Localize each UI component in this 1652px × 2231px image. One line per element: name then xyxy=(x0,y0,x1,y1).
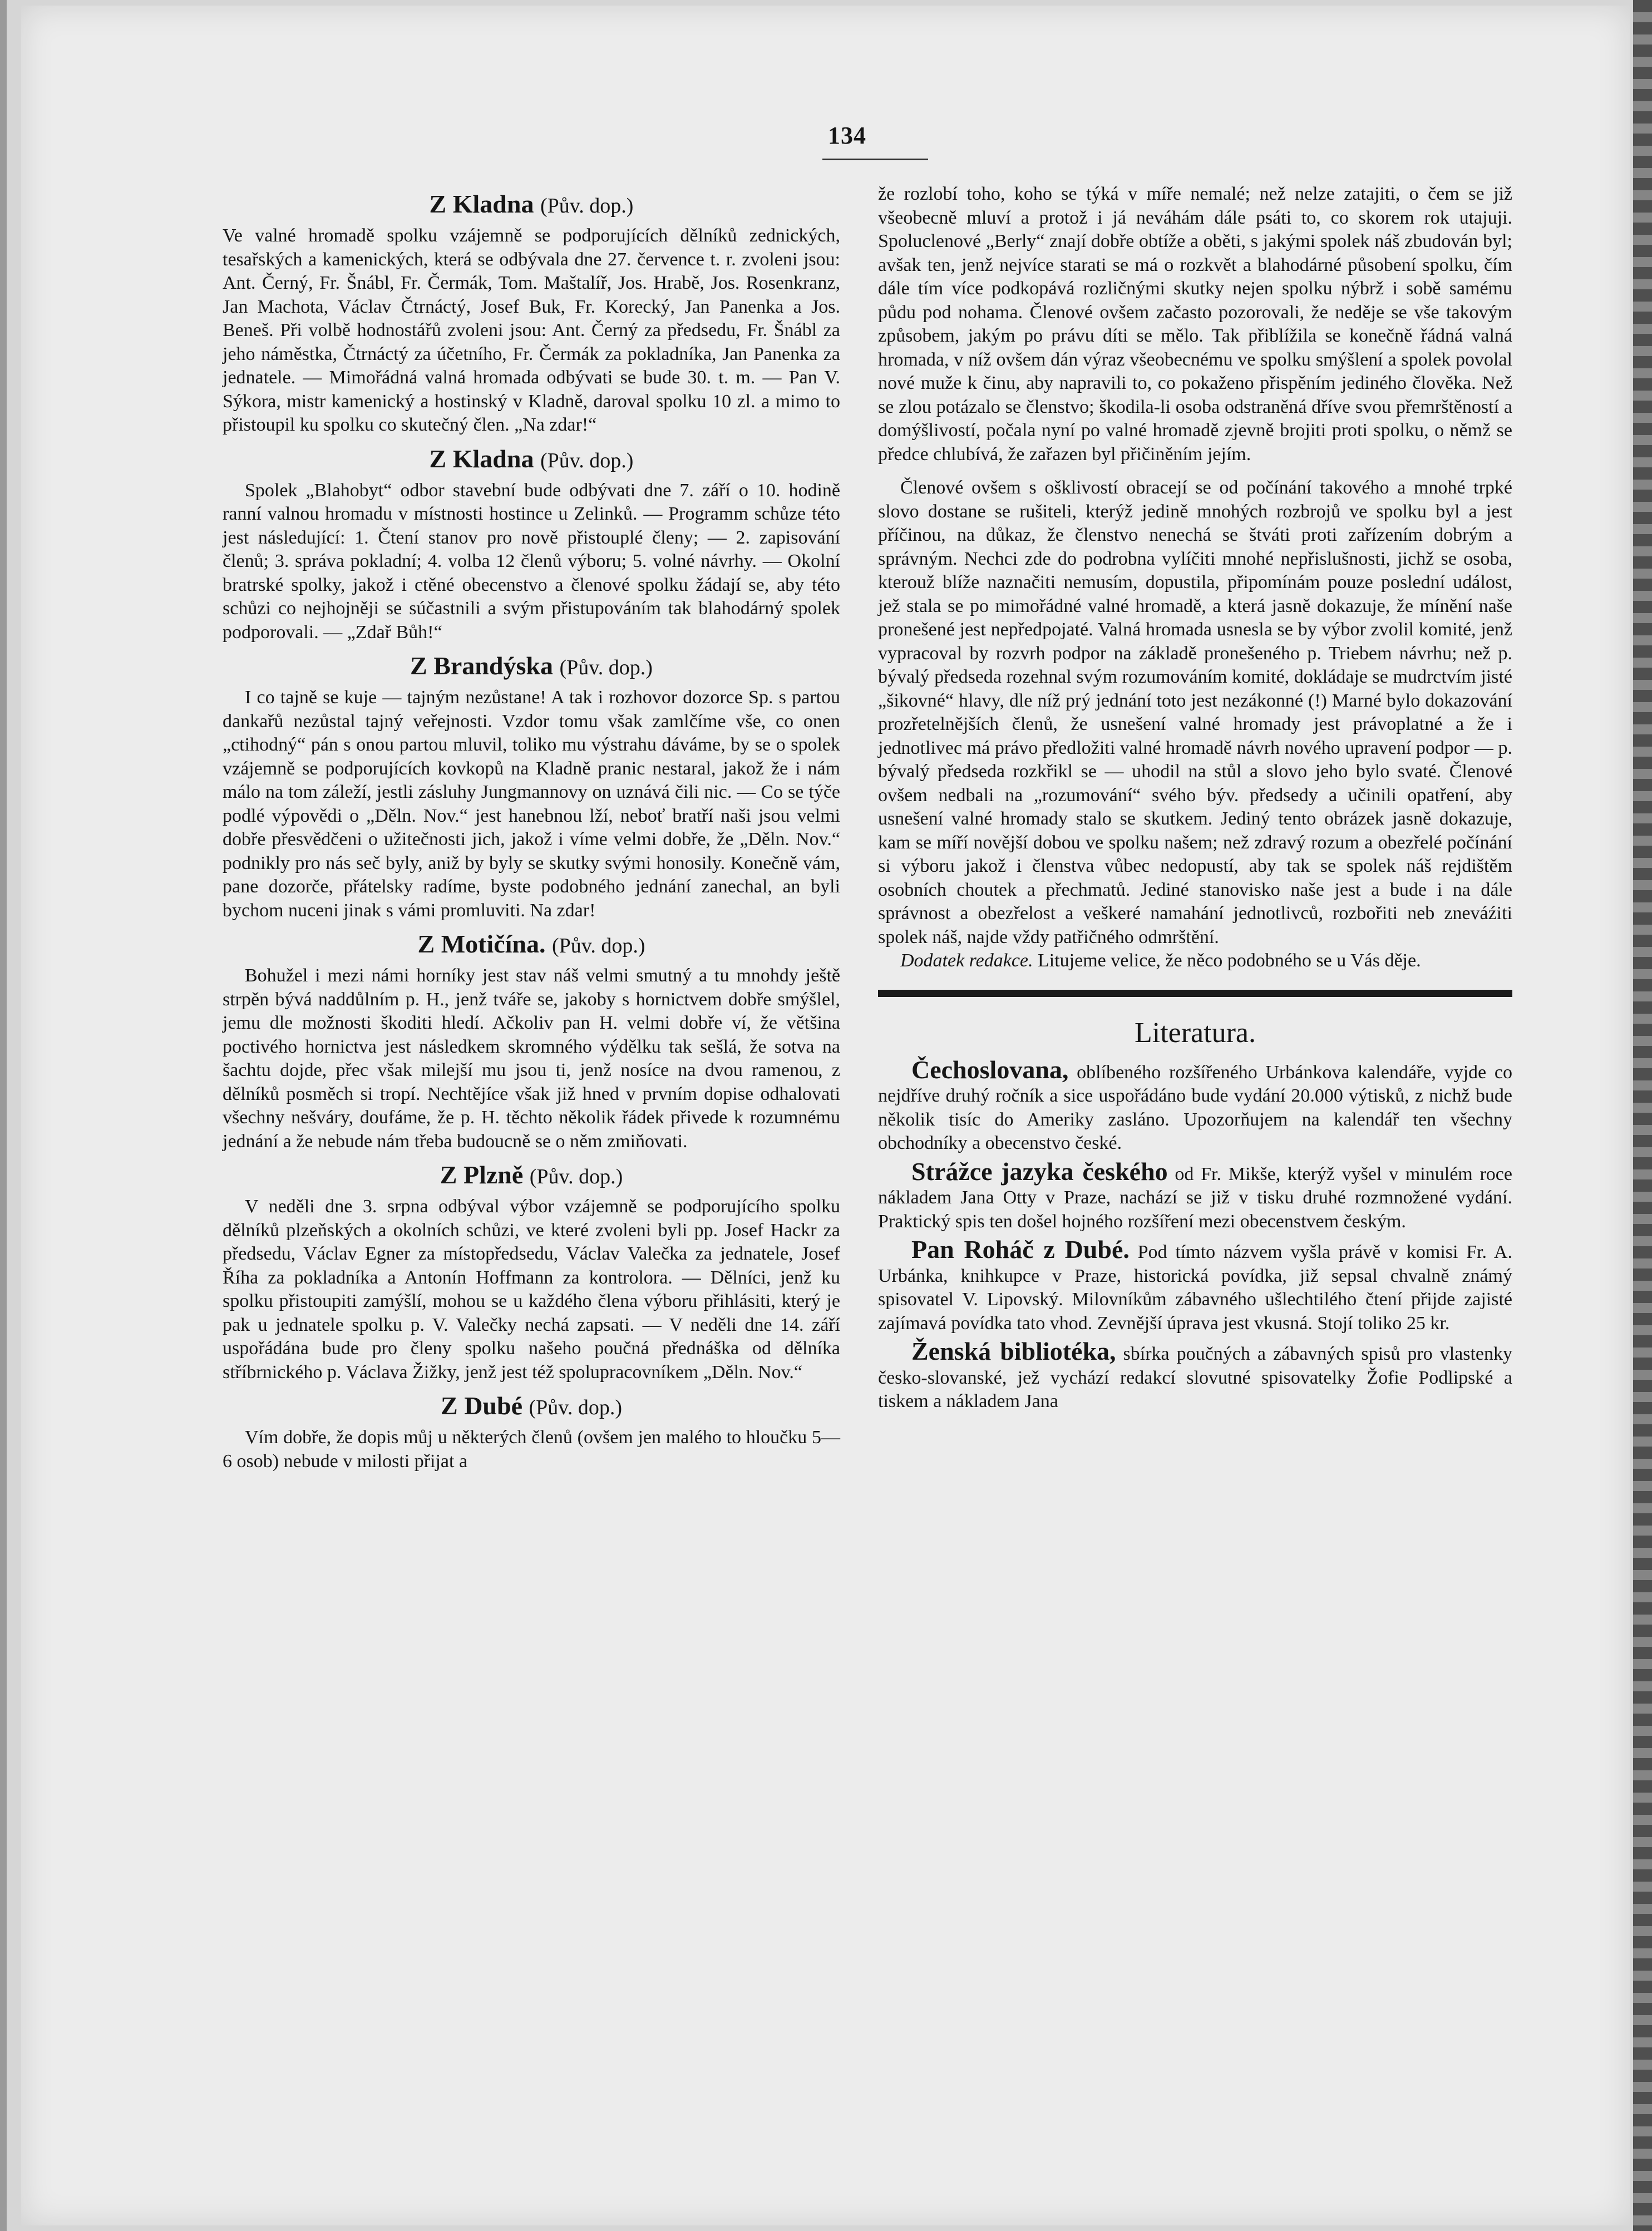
article-source: (Pův. dop.) xyxy=(529,1396,622,1419)
article-title: Z Plzně xyxy=(440,1161,524,1189)
article-kladna-1 xyxy=(223,188,840,437)
literature-title: Literatura. xyxy=(1135,1016,1256,1049)
literature-entry-title: Čechoslovana, xyxy=(911,1055,1069,1084)
article-duba xyxy=(223,1390,840,1473)
article-paragraph: Vím dobře, že dopis můj u některých členů (ovšem jen malého to hloučku 5—6 osob) nebude v milosti přijat a xyxy=(223,1427,840,1472)
scan-right-edge xyxy=(1633,0,1652,2231)
article-title: Z Kladna xyxy=(429,190,534,218)
article-source: (Pův. dop.) xyxy=(529,1165,623,1188)
addendum-label: Dodatek redakce. xyxy=(900,950,1033,971)
article-source: (Pův. dop.) xyxy=(552,934,645,957)
article-heading xyxy=(223,443,840,477)
article-title: Z Dubé xyxy=(441,1391,522,1420)
article-heading xyxy=(223,1390,840,1424)
article-source: (Pův. dop.) xyxy=(559,656,653,679)
literature-entry xyxy=(878,1235,1512,1335)
article-paragraph: Spolek „Blahobyt“ odbor stavební bude odbývati dne 7. září o 10. hodině ranní valnou hromadu v místnosti hostince u Zelinků. — Programm schůze této jest následující: 1. Čtení stanov pro nově přistouplé členy; — 2. zapisování členů; 3. správa pokladní; 4. volba 12 členů výboru; 5. volné návrhy. — Okolní bratrské spolky, jakož i ctěné obecenstvo a členové spolku žádají se, aby této schůzi co nejhojněji se súčastnili a svým přistupováním tak blahodárný spolek podporovali. — „Zdař Bůh!“ xyxy=(223,480,840,643)
literature-entry-title: Strážce jazyka českého xyxy=(911,1157,1168,1186)
article-title: Z Motičína. xyxy=(417,930,546,958)
article-kladna-2 xyxy=(223,443,840,645)
article-moticin xyxy=(223,928,840,1153)
literature-entry xyxy=(878,1337,1512,1414)
literature-entry-text: oblíbeného rozšířeného Urbánkova kalendáře, vyjde co nejdříve druhý ročník a sice uspořádáno bude vydání 20.000 výtisků, z nichž bude několik tisíc do Ameriky zasláno. Upozorňujem na kalendář ten všechny obchodníky a obecenstvo české. xyxy=(878,1062,1512,1153)
article-brandysek xyxy=(223,650,840,922)
section-divider xyxy=(878,990,1512,997)
article-heading xyxy=(223,188,840,222)
literature-entry-text: Pod tímto názvem vyšla právě v komisi Fr. A. Urbánka, knihkupce v Praze, historická povídka, již sepsal chvalně známý spisovatel V. Lipovský. Milovníkům zábavného ušlechtilého čtení přijde zajisté zajímavá povídka tato vhod. Zevnější úprava jest vkusná. Stojí toliko 25 kr. xyxy=(878,1242,1512,1334)
article-paragraph: Ve valné hromadě spolku vzájemně se podporujících dělníků zednických, tesařských a kamenických, která se odbývala dne 27. července t. r. zvoleni jsou: Ant. Černý, Fr. Šnábl, Fr. Čermák, Tom. Maštalíř, Jos. Hrabě, Jos. Rosenkranz, Jan Machota, Václav Čtrnáctý, Josef Buk, Fr. Korecký, Jan Panenka a Jos. Beneš. Při volbě hodnostářů zvoleni jsou: Ant. Černý za předsedu, Fr. Šnábl za jeho náměstka, Čtrnáctý za účetního, Fr. Čermák za pokladníka, Jan Panenka za jednatele. — Mimořádná valná hromada odbývati se bude 30. t. m. — Pan V. Sýkora, mistr kamenický a hostinský v Kladně, daroval spolku 10 zl. a mimo to přistoupil ku spolku co skutečný člen. „Na zdar!“ xyxy=(223,225,840,435)
article-heading xyxy=(223,650,840,684)
article-continuation-paragraph: že rozlobí toho, koho se týká v míře nemalé; než nelze zatajiti, o čem se již všeobecně mluví a protož i já neváhám dále psáti to, co skorem rok utajuji. Spoluclenové „Berly“ znají dobře obtíže a oběti, s jakými spolek náš zbudován byl; avšak ten, jenž nejvíce starati se má o rozkvět a blahodárné působení spolku, čím dále tím více podkopává rozličnými skutky nejen spolku nýbrž i sobě samému půdu pod nohama. Členové ovšem začasto pozorovali, že neděje se vše takovým způsobem, jakým po právu díti se mělo. Tak přiblížila se konečně řádná valná hromada, v níž ovšem dán výraz všeobecnému ve spolku smýšlení a spolek povolal nové muže k činu, aby napravili to, co pokaženo přispěním jediného člověka. Než se zlou potázalo se členstvo; škodila-li osoba odstraněná dříve svou přemrštěností a domýšlivostí, počala nyní po valné hromadě zjevně brojiti proti spolku, o němž se předce chlubívá, že zařazen byl přičiněním jejím. xyxy=(878,184,1512,465)
literature-entry-title: Pan Roháč z Dubé. xyxy=(911,1235,1130,1263)
article-heading xyxy=(223,928,840,962)
editorial-addendum xyxy=(878,949,1512,973)
page-number: 134 xyxy=(828,122,866,149)
article-title: Z Brandýska xyxy=(410,651,553,680)
article-paragraph: I co tajně se kuje — tajným nezůstane! A tak i rozhovor dozorce Sp. s partou dankařů nezůstal tajný veřejnosti. Vzdor tomu však zamlčíme vše, co onen „ctihodný“ pán s onou partou mluvil, toliko mu výstrahu dáváme, by se o spolek vzájemně se podporujících kovkopů na Kladně pranic nestaral, jakož že i nám málo na tom záleží, jestli zásluhy Jungmannovy on uznává čili nic. — Co se týče podlé výpovědi o „Děln. Nov.“ jest hanebnou lží, neboť bratří naši jsou velmi dobře přesvědčeni o užitečnosti jich, jakož i víme velmi dobře, že „Děln. Nov.“ podnikly pro nás seč byly, aniž by byly se skutky svými honosily. Konečně vám, pane dozorče, přátelsky radíme, byste podobného jednání zanechal, an byli bychom nuceni jinak s vámi promluviti. Na zdar! xyxy=(223,687,840,921)
addendum-text: Litujeme velice, že něco podobného se u Vás děje. xyxy=(1033,950,1421,971)
article-source: (Pův. dop.) xyxy=(540,194,634,218)
literature-entry xyxy=(878,1157,1512,1234)
article-heading xyxy=(223,1159,840,1193)
literature-entry-text: od Fr. Mikše, kterýž vyšel v minulém roce nákladem Jana Otty v Praze, nachází se již v tisku druhé rozmnožené vydání. Praktický spis ten došel hojného rozšíření mezi obecenstvem českým. xyxy=(878,1163,1512,1232)
literature-entry xyxy=(878,1055,1512,1156)
article-source: (Pův. dop.) xyxy=(540,448,634,472)
right-column xyxy=(878,182,1512,1418)
left-column xyxy=(223,182,840,1473)
article-paragraph: Bohužel i mezi námi horníky jest stav náš velmi smutný a tu mnohdy ještě strpěn bývá naddůlním p. H., jenž tváře se, jakoby s hornictvem dobře smýšlel, jemu dle možnosti škoditi hledí. Ačkoliv pan H. velmi dobře ví, že většina poctivého hornictva jest následkem skromného výdělku tak sešlá, že sotva na šachtu dojde, přec však milejší mu jsou ti, jenž nosíce na dvou ramenou, z dělníků posměch si tropí. Nechtějíce však již hned v prvním dopise odhalovati všechny nešváry, doufáme, že p. H. těchto několik řádek přivede k rozumnému jednání a že nebude nám třeba budoucně se o něm zmiňovati. xyxy=(223,965,840,1152)
page-number-rule xyxy=(822,159,928,160)
scan-left-edge xyxy=(0,0,7,2231)
article-title: Z Kladna xyxy=(429,444,534,473)
article-plzen xyxy=(223,1159,840,1384)
literature-entry-title: Ženská bibliotéka, xyxy=(911,1337,1116,1365)
article-continuation-paragraph: Členové ovšem s ošklivostí obracejí se od počínání takového a mnohé trpké slovo dostane se rušiteli, kterýž jedině mnohých rozbrojů ve spolku byl a jest příčinou, na důkaz, že členstvo nenechá se štváti proti zařízením dobrým a správným. Nechci zde do podrobna vylíčiti mnohé nepřislušnosti, jichž se osoba, kterouž blíže naznačiti nemusím, dopustila, připomínám pouze poslední událost, jež stala se po mimořádné valné hromadě, a která jasně dokazuje, že mínění naše pronešené jest nepředpojaté. Valná hromada usnesla se by výbor zvolil komité, jenž vypracoval by rozvrh podpor na základě pronešeného p. Triebem návrhu; než p. bývalý předseda rozehnal svým rozumováním komité, dokládaje se mudrctvím jisté „šikovné“ hlavy, dle níž prý jednání toto jest nezákonné (!) Marné bylo dokazování prozřetelnějších členů, že usnešení valné hromady jest právoplatné a že i jednotlivec má právo předložiti valné hromadě návrh nového upravení podpor — p. bývalý předseda rozkřikl se — uhodil na stůl a slovo jeho bylo svaté. Členové ovšem nedbali na „rozumování“ svého býv. předsedy a učinili opatření, aby usnešení valné hromady stalo se skutkem. Jediný tento obrázek jasně dokazuje, kam se míří novější dobou ve spolku našem; než zdravý rozum a obezřelé počínání si výboru jakož i členstva vůbec nedopustí, aby tak se spolek náš rejdištěm osobních choutek a přechmatů. Jediné stanovisko naše jest a bude i na dále správnost a obezřelost a veškeré namahání jednotlivců, rozbořiti neb zneváźiti spolek náš, najde vždy patřičného odmrštění. xyxy=(878,477,1512,947)
article-paragraph: V neděli dne 3. srpna odbýval výbor vzájemně se podporujícího spolku dělníků plzeňských a okolních schůzi, ve které zvoleni byli pp. Josef Hackr za předsedu, Václav Egner za místopředsedu, Václav Valečka za jednatele, Josef Říha za pokladníka a Antonín Hoffmann za kontrolora. — Dělníci, jenž ku spolku přistoupiti zamýšlí, mohou se u každého člena výboru přihlásiti, který je pak u jednatele spolku p. V. Valečky nechá zapsati. — V neděli dne 14. září uspořádána bude pro členy spolku našeho poučná přednáška od dělníka stříbrnického p. Václava Žižky, jenž jest též spolupracovníkem „Děln. Nov.“ xyxy=(223,1196,840,1383)
literature-entry-text: sbírka poučných a zábavných spisů pro vlastenky česko-slovanské, jež vychází redakcí slovutné spisovatelky Žofie Podlipské a tiskem a nákladem Jana xyxy=(878,1344,1512,1411)
